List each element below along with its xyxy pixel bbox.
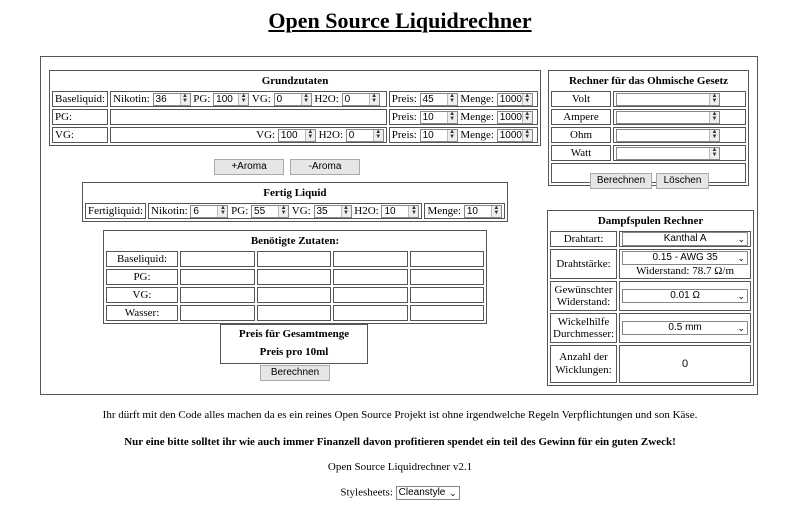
h2o-label: H2O: — [354, 205, 379, 217]
spinner-arrows-icon[interactable]: ▲ ▼ — [709, 112, 719, 123]
volt-input[interactable] — [616, 93, 720, 106]
h2o-label: H2O: — [314, 93, 339, 105]
spinner-arrows-icon[interactable]: ▲ ▼ — [709, 148, 719, 159]
fertig-vg-input[interactable]: 35 ▲ ▼ — [314, 205, 352, 218]
chevron-down-icon: ⌄ — [737, 234, 746, 244]
menge-label: Menge: — [460, 93, 494, 105]
vg-label: VG: — [256, 129, 276, 141]
base-menge-input[interactable]: 1000 ▲ ▼ — [497, 93, 533, 106]
preis-label: Preis: — [391, 111, 417, 123]
preis-pro10-label: Preis pro 10ml — [259, 346, 329, 358]
vg-vg-input[interactable]: 100 ▲ ▼ — [278, 129, 316, 142]
page-title: Open Source Liquidrechner — [268, 8, 532, 33]
drahtart-select[interactable]: Kanthal A ⌄ — [622, 232, 748, 246]
grundzutaten-table — [49, 70, 541, 146]
berechnen-button[interactable]: Berechnen — [260, 365, 330, 381]
dampfspulen-heading: Dampfspulen Rechner — [597, 215, 704, 227]
base-preis-input[interactable]: 45 ▲ ▼ — [420, 93, 458, 106]
ohm-berechnen-button[interactable]: Berechnen — [590, 173, 652, 189]
ohm-heading: Rechner für das Ohmische Gesetz — [568, 75, 729, 87]
gewuenschter-widerstand-select[interactable]: 0.01 Ω ⌄ — [622, 289, 748, 303]
preis-label: Preis: — [391, 129, 417, 141]
volt-label: Volt — [551, 91, 611, 107]
menge-label: Menge: — [427, 205, 462, 217]
widerstand-text: Widerstand: 78.7 Ω/m — [636, 265, 735, 277]
spinner-arrows-icon[interactable]: ▲ ▼ — [522, 130, 532, 141]
menge-label: Menge: — [460, 111, 494, 123]
fertig-nikotin-input[interactable]: 6 ▲ ▼ — [190, 205, 228, 218]
base-vg-input[interactable]: 0 ▲ ▼ — [274, 93, 312, 106]
chevron-down-icon: ⌄ — [449, 488, 457, 498]
pg-row-label: PG: — [52, 109, 108, 125]
footer-version: Open Source Liquidrechner v2.1 — [327, 461, 473, 473]
nikotin-label: Nikotin: — [151, 205, 188, 217]
stylesheet-select[interactable]: Cleanstyle ⌄ — [396, 486, 460, 500]
grundzutaten-heading: Grundzutaten — [261, 75, 329, 87]
spinner-arrows-icon[interactable]: ▲ ▼ — [305, 130, 315, 141]
spinner-arrows-icon[interactable]: ▲ ▼ — [408, 206, 418, 217]
table-row — [106, 269, 484, 285]
pg-label: PG: — [193, 93, 211, 105]
chevron-down-icon: ⌄ — [737, 323, 746, 333]
base-pg-input[interactable]: 100 ▲ ▼ — [213, 93, 249, 106]
spinner-arrows-icon[interactable]: ▲ ▼ — [341, 206, 351, 217]
spinner-arrows-icon[interactable]: ▲ ▼ — [180, 94, 190, 105]
vg-menge-input[interactable]: 1000 ▲ ▼ — [497, 129, 533, 142]
base-h2o-input[interactable]: 0 ▲ ▼ — [342, 93, 380, 106]
fertigliquid-label: Fertigliquid: — [85, 203, 146, 219]
nikotin-label: Nikotin: — [113, 93, 150, 105]
remove-aroma-button[interactable]: -Aroma — [290, 159, 360, 175]
drahtart-label: Drahtart: — [550, 231, 617, 247]
stylesheets-label: Stylesheets: — [340, 486, 393, 499]
spinner-arrows-icon[interactable]: ▲ ▼ — [238, 94, 248, 105]
spinner-arrows-icon[interactable]: ▲ ▼ — [522, 94, 532, 105]
benoetigte-zutaten-table — [103, 230, 487, 324]
pg-preis-input[interactable]: 10 ▲ ▼ — [420, 111, 458, 124]
drahtstaerke-label: Drahtstärke: — [550, 249, 617, 279]
gewuenschter-widerstand-label: Gewünschter Widerstand: — [550, 281, 617, 311]
menge-label: Menge: — [460, 129, 494, 141]
ohm-input[interactable] — [616, 129, 720, 142]
fertig-h2o-input[interactable]: 10 ▲ ▼ — [381, 205, 419, 218]
pg-row — [52, 109, 538, 125]
table-row — [106, 305, 484, 321]
baseliquid-label: Baseliquid: — [52, 91, 108, 107]
vg-label: VG: — [251, 93, 271, 105]
wasser-result-label: Wasser: — [106, 305, 178, 321]
spinner-arrows-icon[interactable]: ▲ ▼ — [301, 94, 311, 105]
vg-result-label: VG: — [106, 287, 178, 303]
pg-result-label: PG: — [106, 269, 178, 285]
watt-input[interactable] — [616, 147, 720, 160]
drahtstaerke-select[interactable]: 0.15 - AWG 35 ⌄ — [622, 251, 748, 265]
table-row — [106, 287, 484, 303]
fertig-liquid-heading: Fertig Liquid — [263, 187, 327, 199]
vg-label: VG: — [291, 205, 311, 217]
anzahl-wicklungen-label: Anzahl der Wicklungen: — [550, 345, 617, 383]
spinner-arrows-icon[interactable]: ▲ ▼ — [373, 130, 383, 141]
chevron-down-icon: ⌄ — [737, 253, 746, 263]
baseliquid-result-label: Baseliquid: — [106, 251, 178, 267]
spinner-arrows-icon[interactable]: ▲ ▼ — [447, 130, 457, 141]
fertig-liquid-table — [82, 182, 508, 222]
spinner-arrows-icon[interactable]: ▲ ▼ — [447, 94, 457, 105]
preis-box — [220, 324, 368, 364]
vg-h2o-input[interactable]: 0 ▲ ▼ — [346, 129, 384, 142]
benoetigte-zutaten-heading: Benötigte Zutaten: — [250, 235, 340, 247]
add-aroma-button[interactable]: +Aroma — [214, 159, 284, 175]
base-nikotin-input[interactable]: 36 ▲ ▼ — [153, 93, 191, 106]
fertig-menge-input[interactable]: 10 ▲ ▼ — [464, 205, 502, 218]
wickelhilfe-label: Wickelhilfe Durchmesser: — [550, 313, 617, 343]
watt-label: Watt — [551, 145, 611, 161]
h2o-label: H2O: — [318, 129, 344, 141]
spinner-arrows-icon[interactable]: ▲ ▼ — [709, 94, 719, 105]
dampfspulen-table — [547, 210, 754, 386]
vg-preis-input[interactable]: 10 ▲ ▼ — [420, 129, 458, 142]
preis-gesamt-label: Preis für Gesamtmenge — [238, 328, 350, 340]
baseliquid-row — [52, 91, 538, 107]
chevron-down-icon: ⌄ — [737, 291, 746, 301]
spinner-arrows-icon[interactable]: ▲ ▼ — [278, 206, 288, 217]
preis-label: Preis: — [391, 93, 417, 105]
spinner-arrows-icon[interactable]: ▲ ▼ — [709, 130, 719, 141]
vg-row — [52, 127, 538, 143]
spinner-arrows-icon[interactable]: ▲ ▼ — [522, 112, 532, 123]
pg-label: PG: — [231, 205, 249, 217]
pg-menge-input[interactable]: 1000 ▲ ▼ — [497, 111, 533, 124]
ohm-label: Ohm — [551, 127, 611, 143]
ohm-table — [548, 70, 749, 186]
ohm-loeschen-button[interactable]: Löschen — [656, 173, 709, 189]
spinner-arrows-icon[interactable]: ▲ ▼ — [447, 112, 457, 123]
ampere-label: Ampere — [551, 109, 611, 125]
table-row — [106, 251, 484, 267]
footer-license-text: Ihr dürft mit den Code alles machen da es ein reines Open Source Projekt ist ohne irgendwelche Regeln Verpflichtungen und son Käse. — [102, 409, 698, 421]
spinner-arrows-icon[interactable]: ▲ ▼ — [491, 206, 501, 217]
wickelhilfe-select[interactable]: 0.5 mm ⌄ — [622, 321, 748, 335]
fertig-pg-input[interactable]: 55 ▲ ▼ — [251, 205, 289, 218]
stylesheet-row — [0, 486, 800, 500]
spinner-arrows-icon[interactable]: ▲ ▼ — [217, 206, 227, 217]
ampere-input[interactable] — [616, 111, 720, 124]
anzahl-wicklungen-value: 0 — [619, 345, 751, 383]
vg-row-label: VG: — [52, 127, 108, 143]
spinner-arrows-icon[interactable]: ▲ ▼ — [369, 94, 379, 105]
footer-donation-text: Nur eine bitte solltet ihr wie auch immer Finanzell davon profitieren spendet ein teil des Gewinn für ein guten Zweck! — [124, 436, 676, 448]
